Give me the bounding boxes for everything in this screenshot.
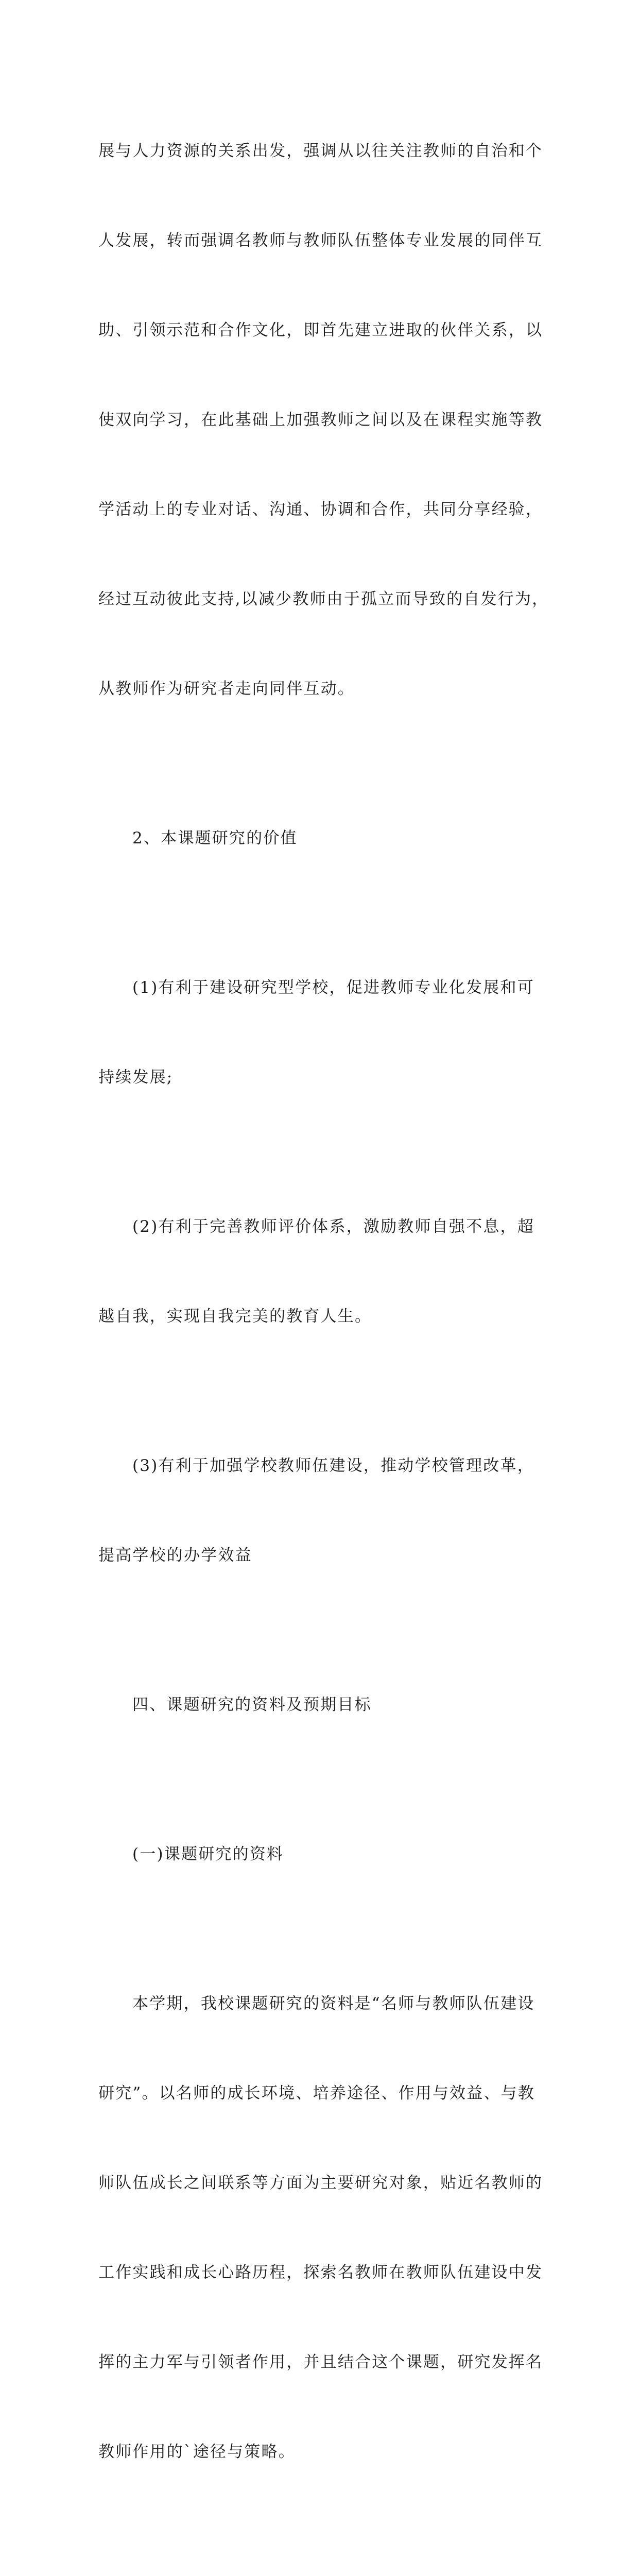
text-line: 工作实践和成长心路历程，探索名教师在教师队伍建设中发 bbox=[98, 2263, 543, 2282]
section-heading-4 bbox=[98, 1630, 541, 1780]
text-line: (3)有利于加强学校教师伍建设，推动学校管理改革， bbox=[132, 1456, 534, 1475]
continued-paragraph bbox=[98, 76, 549, 764]
materials-paragraph bbox=[98, 1929, 541, 2527]
text-line: 经过互动彼此支持,以减少教师由于孤立而导致的自发行为， bbox=[98, 590, 549, 608]
value-item-1 bbox=[98, 913, 541, 1152]
text-line: 越自我，实现自我完美的教育人生。 bbox=[98, 1307, 372, 1326]
text-line: 教师作用的`途径与策略。 bbox=[98, 2443, 296, 2461]
text-line: 展与人力资源的关系出发，强调从以往关注教师的自治和个 bbox=[98, 142, 543, 160]
text-line: (2)有利于完善教师评价体系，激励教师自强不息，超 bbox=[132, 1217, 534, 1236]
text-line: 提高学校的办学效益 bbox=[98, 1546, 252, 1565]
text-line: 本学期，我校课题研究的资料是“名师与教师队伍建设 bbox=[132, 1994, 535, 2013]
subsection-heading-1 bbox=[98, 1780, 541, 1929]
text-line: 研究”。以名师的成长环境、培养途径、作用与效益、与教 bbox=[98, 2084, 536, 2103]
text-line: 师队伍成长之间联系等方面为主要研究对象，贴近名教师的 bbox=[98, 2174, 543, 2192]
value-item-2 bbox=[98, 1152, 541, 1391]
text-line: 助、引领示范和合作文化，即首先建立进取的伙伴关系，以 bbox=[98, 321, 543, 340]
text-line: 2、本课题研究的价值 bbox=[132, 829, 298, 848]
value-item-3 bbox=[98, 1391, 541, 1630]
text-line: 持续发展; bbox=[98, 1068, 174, 1087]
text-line: 使双向学习，在此基础上加强教师之间以及在课程实施等教 bbox=[98, 411, 543, 429]
text-line: (一)课题研究的资料 bbox=[132, 1845, 284, 1863]
text-line: 四、课题研究的资料及预期目标 bbox=[132, 1696, 372, 1714]
text-line: 学活动上的专业对话、沟通、协调和合作，共同分享经验， bbox=[98, 500, 543, 519]
text-line: 从教师作为研究者走向同伴互动。 bbox=[98, 680, 355, 698]
text-line: (1)有利于建设研究型学校，促进教师专业化发展和可 bbox=[132, 978, 534, 997]
text-line: 挥的主力军与引领者作用，并且结合这个课题，研究发挥名 bbox=[98, 2353, 543, 2371]
document-body bbox=[98, 76, 549, 2576]
value-heading bbox=[98, 764, 541, 913]
subsection-heading-2 bbox=[98, 2527, 541, 2576]
text-line: 人发展，转而强调名教师与教师队伍整体专业发展的同伴互 bbox=[98, 231, 543, 250]
